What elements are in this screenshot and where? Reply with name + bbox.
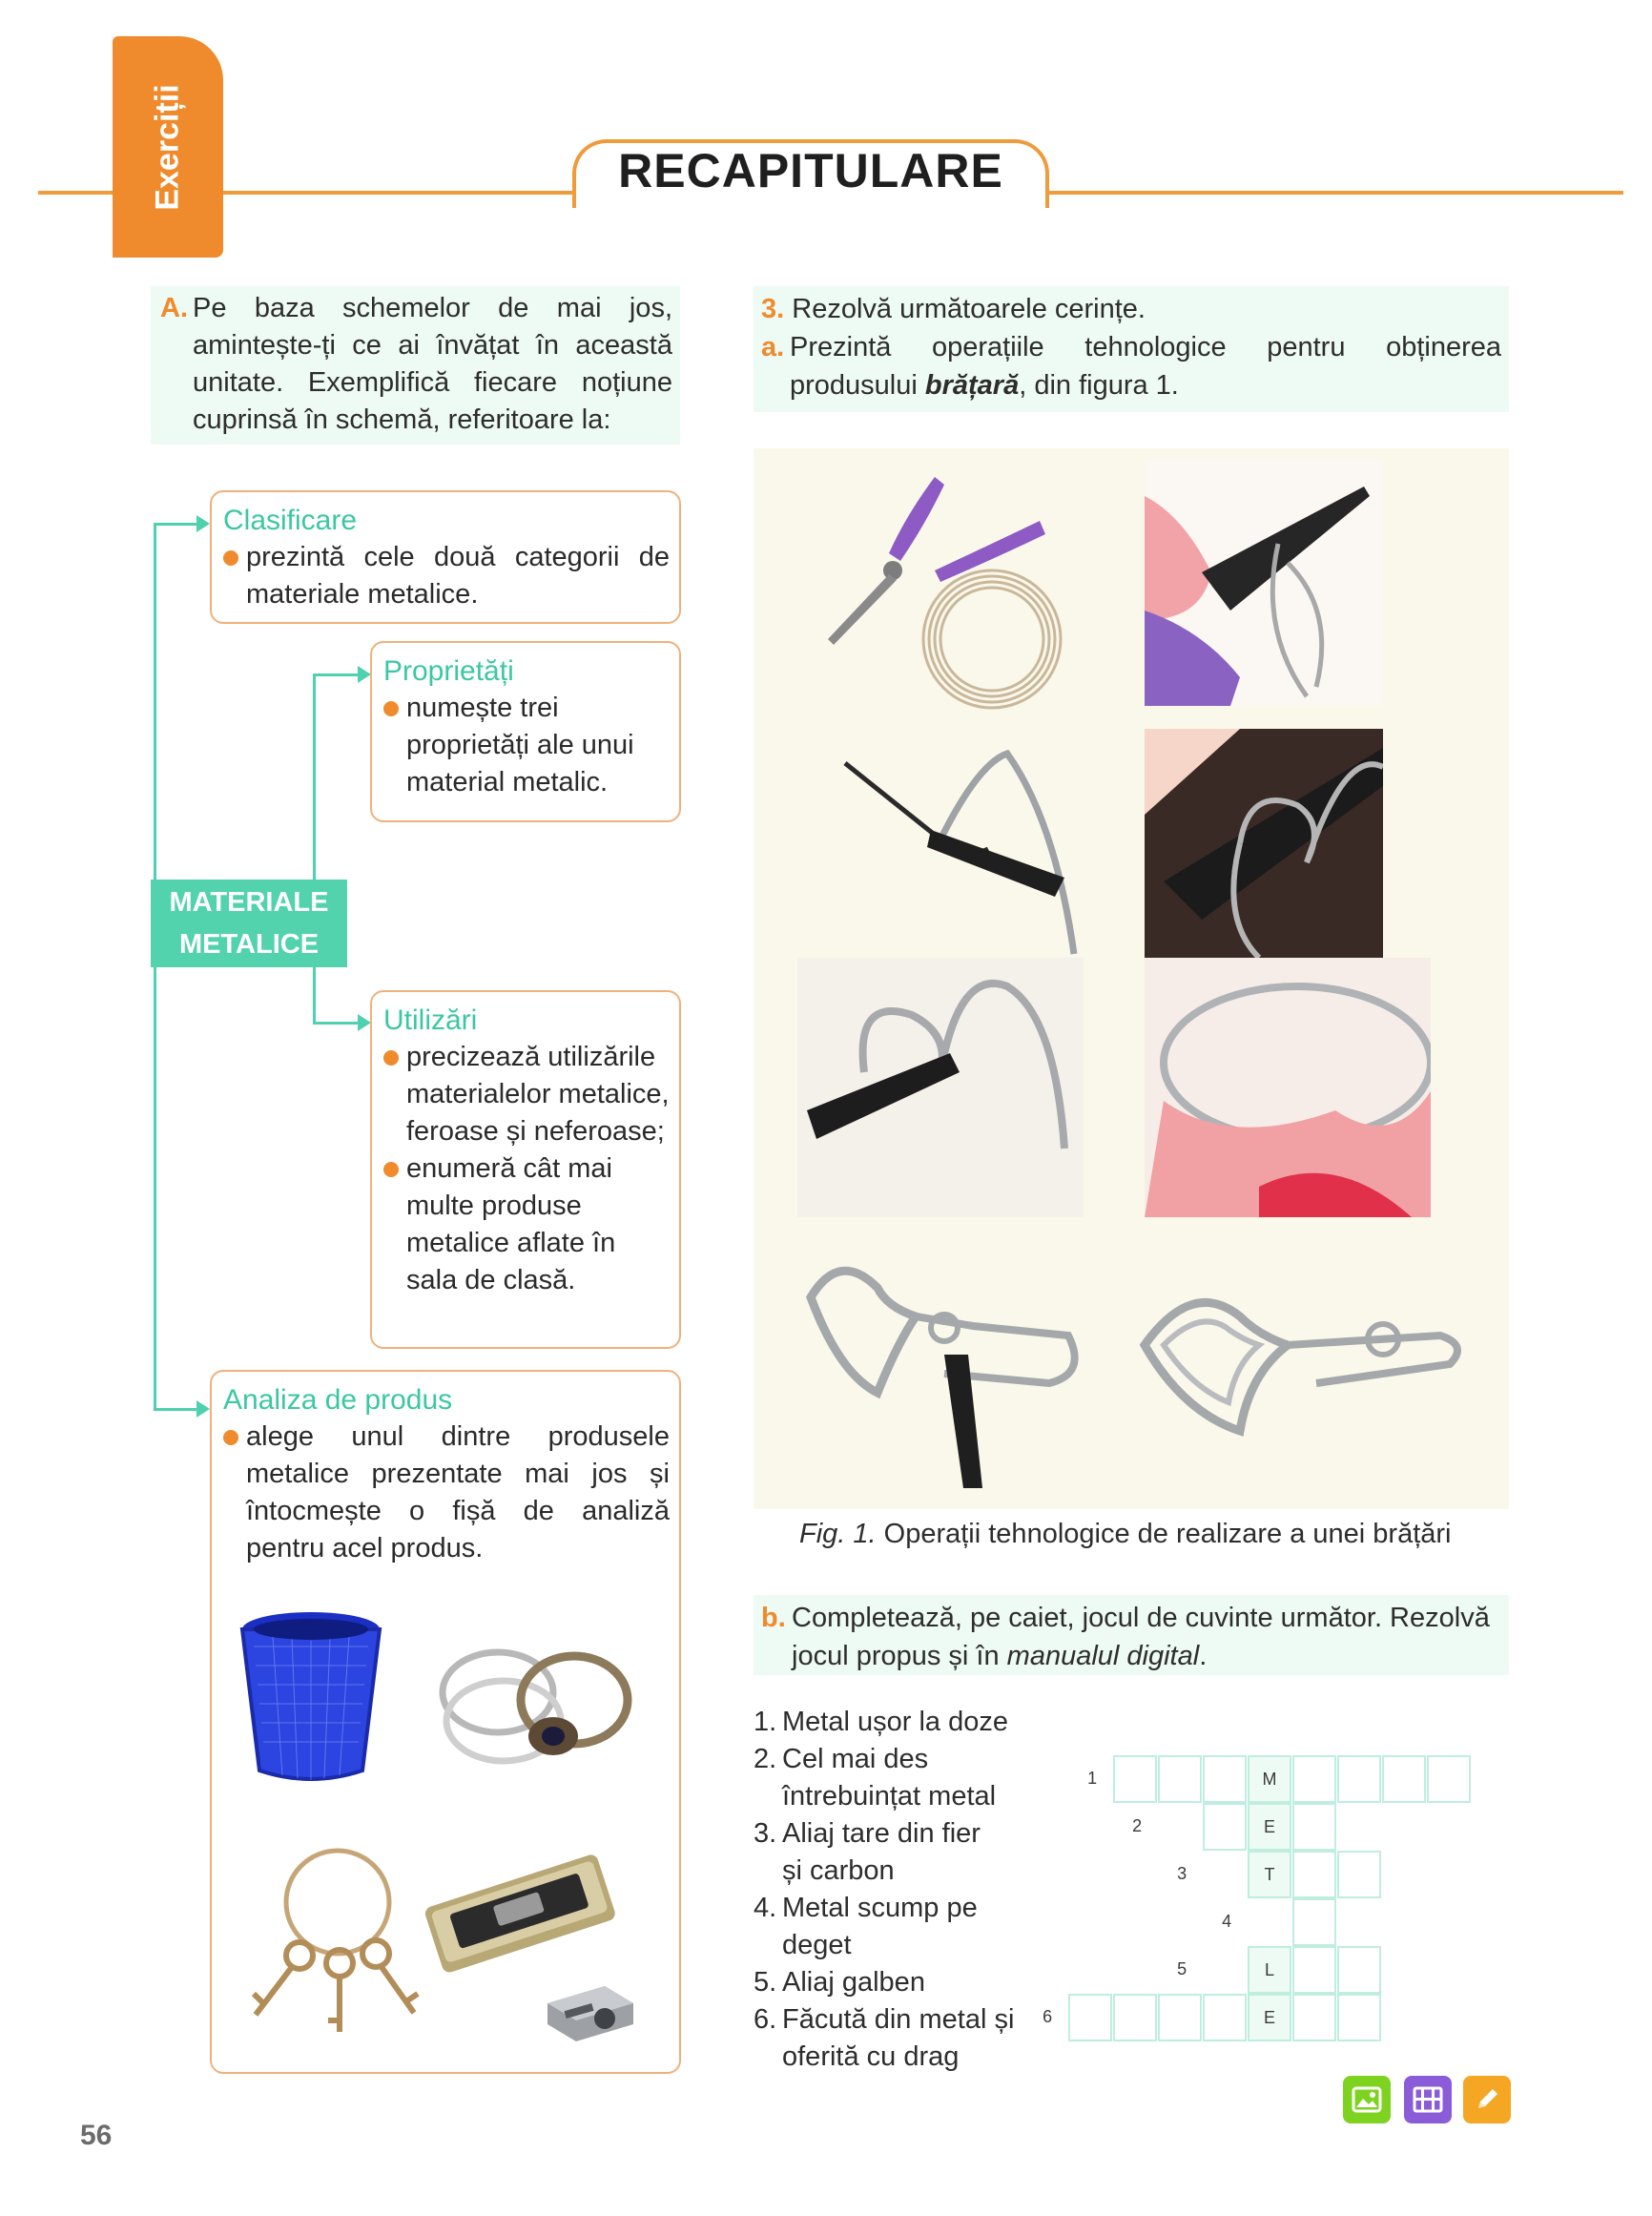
clue-number: 2. <box>754 1744 777 1774</box>
crossword-cell[interactable] <box>1113 1994 1157 2041</box>
heading-proprietati: Proprietăți <box>383 655 514 687</box>
crossword-cell[interactable] <box>1337 1994 1381 2041</box>
task-3a-letter: a. <box>761 332 785 362</box>
bullet-dot-icon <box>223 1419 246 1567</box>
box-clasificare <box>210 490 681 624</box>
photo-shaping-heart <box>1145 729 1383 958</box>
clue-number: 4. <box>754 1893 777 1923</box>
task-b-text <box>792 1599 1501 1675</box>
clue-text: Metal ușor la doze <box>782 1707 1008 1737</box>
row-number: 2 <box>1132 1816 1143 1835</box>
arrow-analiza <box>196 1400 210 1418</box>
task-3-number: 3. <box>761 294 785 324</box>
crossword-cell[interactable] <box>1113 1755 1157 1803</box>
video-icon[interactable] <box>1404 2076 1452 2123</box>
connector-h-proprietati <box>313 673 361 676</box>
connector-h-analiza <box>154 1408 199 1411</box>
crossword-cell[interactable] <box>1292 1755 1336 1803</box>
clue-text: Metal scump pe deget <box>782 1893 978 1960</box>
keyword-cell[interactable]: T <box>1248 1851 1291 1898</box>
crossword-cell[interactable] <box>1292 1946 1336 1994</box>
task-3-text: Rezolvă următoarele cerințe. <box>792 294 1146 324</box>
photo-wire-on-pliers <box>797 958 1084 1217</box>
photo-finished-bracelet <box>1125 1240 1478 1498</box>
intro-letter: A. <box>160 293 188 323</box>
clue-item <box>754 1741 1040 1815</box>
photo-finishing-ring <box>1145 958 1431 1217</box>
photo-bracelet-half <box>801 1231 1097 1498</box>
photo-pliers-and-wire <box>801 458 1078 735</box>
intro-block <box>151 286 680 445</box>
pencil-case-image <box>420 1841 620 1984</box>
keyword-cell[interactable]: L <box>1248 1946 1291 1994</box>
crossword-cell[interactable] <box>1427 1755 1471 1803</box>
clue-text: Aliaj tare din fier și carbon <box>782 1818 981 1886</box>
crossword-cell[interactable] <box>1158 1755 1202 1803</box>
page-title: RECAPITULARE <box>618 144 1003 197</box>
clue-item <box>754 2001 1040 2076</box>
connector-secondary <box>313 673 316 1023</box>
intro-text: Pe baza schemelor de mai jos, amintește-ți ce ai învățat în această unitate. Exemplifică fiecare noțiune cuprinsă în schemă, referitoare la: <box>193 293 672 435</box>
photo-bending-wire <box>1145 458 1383 706</box>
task-b-letter: b. <box>761 1603 786 1633</box>
row-number: 4 <box>1222 1912 1232 1931</box>
pencil-icon[interactable] <box>1463 2076 1511 2123</box>
crossword-cell[interactable] <box>1203 1803 1247 1851</box>
root-concept: MATERIALE METALICE <box>151 880 347 967</box>
row-number: 1 <box>1087 1769 1098 1788</box>
crossword-cell[interactable] <box>1382 1755 1426 1803</box>
exercitii-tab-label: Exerciții <box>149 83 186 211</box>
clue-number: 3. <box>754 1818 777 1849</box>
box-utilizari <box>370 990 681 1349</box>
task-3a-product: brățară <box>924 370 1020 401</box>
keys-image <box>233 1843 443 2034</box>
crossword-cell[interactable] <box>1337 1851 1381 1898</box>
image-icon[interactable] <box>1343 2076 1391 2123</box>
proprietati-item: numește trei proprietăți ale unui material metalic. <box>406 693 634 797</box>
task-b-text-start: Completează, pe caiet, jocul de cuvinte următor. Rezolvă jocul propus și în <box>792 1603 1490 1671</box>
task-3-block <box>754 286 1509 412</box>
bullet-dot-icon <box>383 1150 406 1299</box>
crossword-cell[interactable] <box>1292 1994 1336 2041</box>
utilizari-item-2: enumeră cât mai multe produse metalice aflate în sala de clasă. <box>406 1153 616 1295</box>
row-number: 6 <box>1043 2007 1053 2026</box>
clue-text: Făcută din metal și oferită cu drag <box>782 2004 1015 2072</box>
pencil-cup-image <box>235 1608 387 1790</box>
clue-item <box>754 1890 1040 1964</box>
box-proprietati <box>370 641 681 822</box>
figure-caption-label: Fig. 1. <box>799 1519 877 1549</box>
bullet-dot-icon <box>383 690 406 801</box>
connector-h-clasificare <box>154 523 199 526</box>
sharpener-image <box>538 1965 643 2051</box>
clue-number: 5. <box>754 1967 777 1998</box>
clue-text: Cel mai des întrebuințat metal <box>782 1744 997 1812</box>
keyword-cell[interactable]: M <box>1248 1755 1291 1803</box>
task-b-block <box>754 1595 1509 1675</box>
analiza-item: alege unul dintre produsele metalice prezentate mai jos și întocmește o fișă de analiză pentru acel produs. <box>246 1421 670 1564</box>
keyword-cell[interactable]: E <box>1248 1994 1291 2041</box>
task-3a-text-end: , din figura 1. <box>1019 370 1179 401</box>
heading-analiza: Analiza de produs <box>223 1384 453 1416</box>
crossword-cell[interactable] <box>1203 1755 1247 1803</box>
task-b-digital-manual: manualul digital <box>1006 1641 1200 1671</box>
connector-h-utilizari <box>313 1022 361 1025</box>
row-number: 3 <box>1177 1864 1187 1883</box>
figure-caption-text: Operații tehnologice de realizare a unei brățări <box>876 1519 1452 1549</box>
heading-utilizari: Utilizări <box>383 1004 478 1036</box>
clue-number: 1. <box>754 1707 777 1737</box>
task-3a-text <box>790 328 1501 404</box>
photo-forming-loop <box>836 725 1112 963</box>
arrow-clasificare <box>196 515 210 532</box>
crossword-cell[interactable] <box>1158 1994 1202 2041</box>
crossword-cell[interactable] <box>1292 1898 1336 1946</box>
crossword-cell[interactable] <box>1337 1755 1381 1803</box>
arrow-proprietati <box>358 666 371 683</box>
task-b-text-end: . <box>1199 1641 1208 1671</box>
clue-number: 6. <box>754 2004 777 2035</box>
task-3a-text-start: Prezintă operațiile tehnologice pentru obținerea produsului <box>790 332 1501 401</box>
clue-item <box>754 1704 1040 1741</box>
bullet-dot-icon <box>223 539 246 613</box>
crossword-clues <box>754 1704 1040 2076</box>
crossword-cell[interactable] <box>1203 1994 1247 2041</box>
crossword-cell[interactable] <box>1292 1803 1336 1851</box>
arrow-utilizari <box>358 1014 371 1031</box>
row-number: 5 <box>1177 1959 1187 1978</box>
clue-item <box>754 1815 1040 1890</box>
clasificare-item: prezintă cele două categorii de materiale metalice. <box>246 542 670 610</box>
clue-text: Aliaj galben <box>782 1967 925 1998</box>
crossword-cell[interactable] <box>1337 1946 1381 1994</box>
utilizari-item-1: precizează utilizările materialelor metalice, feroase și neferoase; <box>406 1042 670 1147</box>
clue-item <box>754 1964 1040 2001</box>
bullet-dot-icon <box>383 1039 406 1150</box>
keyword-cell[interactable]: E <box>1248 1803 1291 1851</box>
page-number: 56 <box>80 2120 113 2151</box>
crossword-cell[interactable] <box>1068 1994 1112 2041</box>
figure-caption <box>799 1519 1505 1550</box>
heading-clasificare: Clasificare <box>223 505 358 536</box>
crossword-cell[interactable] <box>1292 1851 1336 1898</box>
rings-image <box>431 1633 641 1776</box>
